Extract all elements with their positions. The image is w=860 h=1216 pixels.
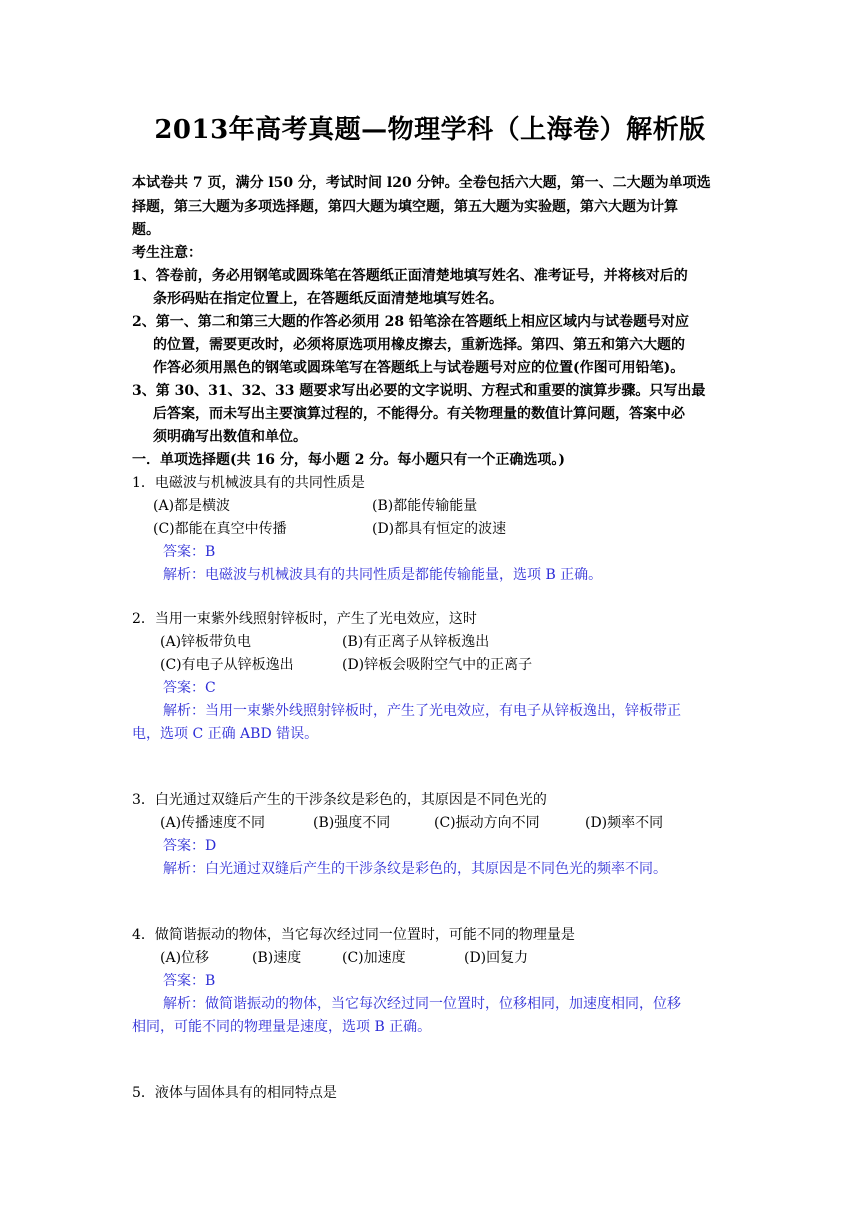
question-4-option-b: (B)速度 bbox=[252, 950, 302, 966]
document-title: 2013年高考真题—物理学科（上海卷）解析版 bbox=[154, 115, 706, 145]
notice-2-line: 的位置，需要更改时，必须将原选项用橡皮擦去，重新选择。第四、第五和第六大题的 bbox=[153, 337, 685, 353]
question-3-option-d: (D)频率不同 bbox=[585, 815, 664, 831]
notice-1-line: 条形码贴在指定位置上，在答题纸反面清楚地填写姓名。 bbox=[153, 291, 503, 307]
notice-3-line: 3、第 30、31、32、33 题要求写出必要的文字说明、方程式和重要的演算步骤。只写出最 bbox=[132, 383, 706, 399]
question-4-analysis: 相同，可能不同的物理量是速度，选项 B 正确。 bbox=[132, 1019, 432, 1035]
question-1-option-d: (D)都具有恒定的波速 bbox=[372, 521, 507, 537]
question-5-stem: 5．液体与固体具有的相同特点是 bbox=[132, 1085, 337, 1101]
intro-line: 本试卷共 7 页，满分 l50 分，考试时间 l20 分钟。全卷包括六大题，第一、二大题为单项选 bbox=[132, 175, 711, 191]
question-2-option-c: (C)有电子从锌板逸出 bbox=[160, 657, 294, 673]
notice-heading: 考生注意： bbox=[132, 245, 202, 261]
question-3-option-b: (B)强度不同 bbox=[313, 815, 391, 831]
question-2-answer: 答案：C bbox=[163, 680, 216, 696]
question-3-option-a: (A)传播速度不同 bbox=[160, 815, 266, 831]
question-1-stem: 1．电磁波与机械波具有的共同性质是 bbox=[132, 475, 365, 491]
notice-1-line: 1、答卷前，务必用钢笔或圆珠笔在答题纸正面清楚地填写姓名、准考证号，并将核对后的 bbox=[132, 268, 688, 284]
question-2-analysis: 电，选项 C 正确 ABD 错误。 bbox=[132, 726, 319, 742]
notice-3-line: 须明确写出数值和单位。 bbox=[153, 429, 307, 445]
question-2-option-d: (D)锌板会吸附空气中的正离子 bbox=[342, 657, 533, 673]
question-2-option-b: (B)有正离子从锌板逸出 bbox=[342, 634, 490, 650]
question-4-answer: 答案：B bbox=[163, 973, 216, 989]
question-1-option-b: (B)都能传输能量 bbox=[372, 498, 478, 514]
question-2-option-a: (A)锌板带负电 bbox=[160, 634, 252, 650]
question-3-analysis: 解析：白光通过双缝后产生的干涉条纹是彩色的，其原因是不同色光的频率不同。 bbox=[163, 861, 667, 877]
question-1-answer: 答案：B bbox=[163, 544, 216, 560]
question-2-stem: 2．当用一束紫外线照射锌板时，产生了光电效应，这时 bbox=[132, 611, 477, 627]
notice-2-line: 作答必须用黑色的钢笔或圆珠笔写在答题纸上与试卷题号对应的位置(作图可用铅笔)。 bbox=[153, 360, 685, 376]
question-4-stem: 4．做简谐振动的物体，当它每次经过同一位置时，可能不同的物理量是 bbox=[132, 927, 575, 943]
question-4-analysis: 解析：做简谐振动的物体，当它每次经过同一位置时，位移相同，加速度相同，位移 bbox=[163, 996, 681, 1012]
question-4-option-a: (A)位移 bbox=[160, 950, 210, 966]
question-1-analysis: 解析：电磁波与机械波具有的共同性质是都能传输能量，选项 B 正确。 bbox=[163, 567, 603, 583]
question-3-answer: 答案：D bbox=[163, 838, 217, 854]
notice-2-line: 2、第一、第二和第三大题的作答必须用 28 铅笔涂在答题纸上相应区域内与试卷题号对应 bbox=[132, 314, 689, 330]
section-heading: 一．单项选择题(共 16 分，每小题 2 分。每小题只有一个正确选项。) bbox=[132, 452, 565, 468]
question-2-analysis: 解析：当用一束紫外线照射锌板时，产生了光电效应，有电子从锌板逸出，锌板带正 bbox=[163, 703, 681, 719]
intro-line: 题。 bbox=[132, 222, 160, 238]
intro-line: 择题，第三大题为多项选择题，第四大题为填空题，第五大题为实验题，第六大题为计算 bbox=[132, 199, 678, 215]
question-3-stem: 3．白光通过双缝后产生的干涉条纹是彩色的，其原因是不同色光的 bbox=[132, 792, 547, 808]
question-4-option-d: (D)回复力 bbox=[464, 950, 529, 966]
question-1-option-a: (A)都是横波 bbox=[153, 498, 231, 514]
question-3-option-c: (C)振动方向不同 bbox=[434, 815, 540, 831]
question-1-option-c: (C)都能在真空中传播 bbox=[153, 521, 287, 537]
question-4-option-c: (C)加速度 bbox=[342, 950, 406, 966]
notice-3-line: 后答案，而未写出主要演算过程的，不能得分。有关物理量的数值计算问题，答案中必 bbox=[153, 406, 685, 422]
